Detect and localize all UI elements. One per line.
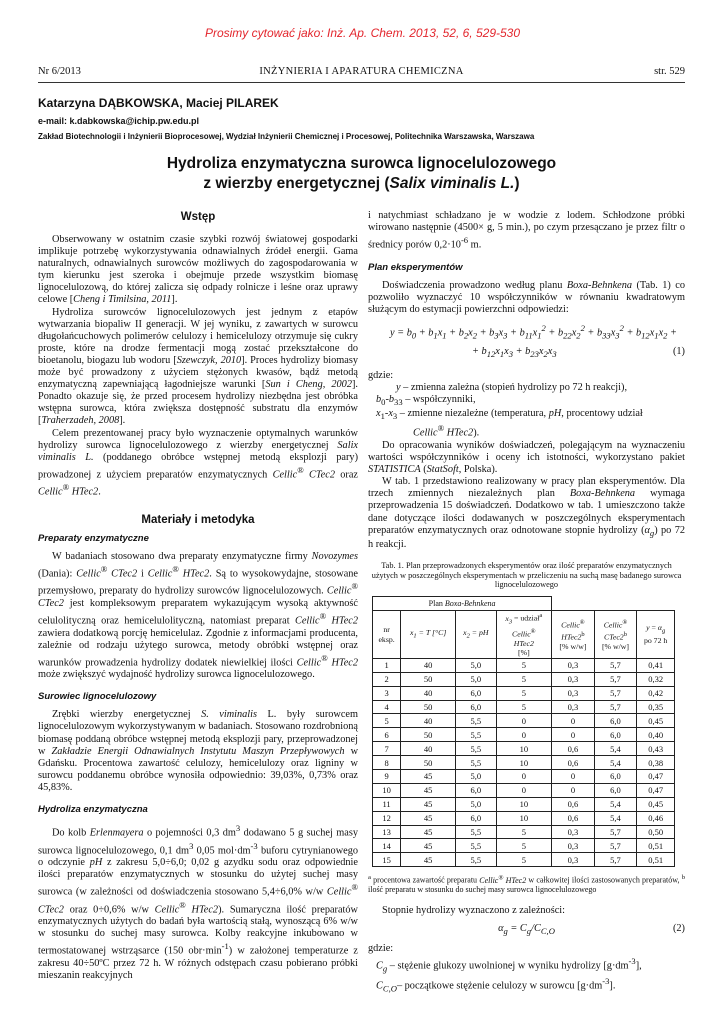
- table-cell: 0,40: [637, 728, 675, 742]
- table-cell: 0,32: [637, 672, 675, 686]
- table-row: [373, 825, 675, 839]
- where-label-2: gdzie:: [368, 943, 394, 955]
- table-cell: 5: [496, 839, 552, 853]
- issue-number: Nr 6/2013: [38, 66, 81, 77]
- table-cell: 10: [496, 756, 552, 770]
- table-cell: 5,4: [594, 756, 637, 770]
- title-line-1: Hydroliza enzymatyczna surowca lignocelulozowego: [166, 155, 557, 172]
- table-cell: 5,0: [456, 658, 496, 672]
- table-cell: 6,0: [456, 700, 496, 714]
- table-cell: 0,3: [552, 700, 595, 714]
- table-cell: 0: [552, 770, 595, 784]
- table-cell: 6,0: [594, 770, 637, 784]
- table-cell: 5: [496, 853, 552, 867]
- equation-1-line-2: + $b_{12}x_1x_3 + b_{23}x_2x_3$ (1): [472, 345, 685, 360]
- title-species: Salix viminalis L.: [389, 175, 515, 192]
- table-cell: 5,7: [594, 825, 637, 839]
- raw-material-paragraph: Zrębki wierzby energetycznej S. viminalis L. były surowcem lignocelulozowym wykorzystywanym w badaniach. Stosowano rozdrobnioną biomasę poddaną obróbce wstępnej metodą eksplozji pary, przeprowadzonej w Zakładzie Energii Odnawialnych Instytutu Maszyn Przepływowych w Gdańsku. Procentowa zawartość celulozy, hemicelulozy oraz ligniny w surowcu poddanemu obróbce wynosiła odpowiednio: 39,03%, 0,73% oraz 45,83%.: [38, 709, 359, 793]
- table-cell: 5,7: [594, 700, 637, 714]
- table-cell: 10: [373, 783, 401, 797]
- table-cell: 5,7: [594, 853, 637, 867]
- table-cell: 5,5: [456, 728, 496, 742]
- heading-hydrolysis: Hydroliza enzymatyczna: [38, 804, 148, 815]
- table-cell: 10: [496, 811, 552, 825]
- table-cell: 10: [496, 797, 552, 811]
- left-column: [38, 210, 358, 982]
- table-cell: 0,3: [552, 853, 595, 867]
- table-header-x1: $x_1 = T$ [°C]: [401, 611, 456, 659]
- table-cell: 9: [373, 770, 401, 784]
- table-header-y: $y = \alpha_g$ po 72 h: [637, 611, 675, 659]
- table-cell: 5,7: [594, 686, 637, 700]
- citation-ref: Cheng i Timilsina, 2011: [73, 294, 172, 306]
- equation-2: [368, 923, 685, 937]
- hydrolysis-paragraph: Do kolb Erlenmayera o pojemności 0,3 $dm^3$ dodawano 5 g suchej masy surowca lignocelulozowego, 0,1 $dm^3$ 0,05 $mol\cdot dm^{-3}$ buforu cytrynianowego o odczynie pH z zakresu 5,0÷6,0; 0,02 g azydku sodu oraz odpowiednie ilości preparatów enzymatycznych w stosunku do użytej suchej masy surowca (w zależności od doświadczenia stosowano 5,4÷6,0% w/w Cellic® CTec2 oraz 0÷0,6% w/w Cellic® HTec2). Sumaryczna ilość preparatów enzymatycznych użytych do badań była wartością stałą, wynoszącą 6% w/w w stosunku do suchej masy surowca. Kolby reakcyjne inkubowano w termostatowanej wstrząsarce (150 $obr\cdot\min^{-1}$) w założonej temperaturze z zakresu 40÷50ºC przez 72 h. W różnych odstępach czasu pobierano próbki mieszanin reakcyjnych: [38, 823, 359, 982]
- table-cell: 6,0: [456, 783, 496, 797]
- table-cell: 5,7: [594, 658, 637, 672]
- table-cell: 0,3: [552, 839, 595, 853]
- table-cell: 5,5: [456, 839, 496, 853]
- table-cell: 5: [496, 658, 552, 672]
- table-cell: 40: [401, 742, 456, 756]
- table-row: [373, 714, 675, 728]
- definition-y: y – zmienna zależna (stopień hydrolizy po 72 h reakcji),: [396, 382, 628, 394]
- title-line-2: [38, 174, 685, 194]
- table-cell: 0: [496, 728, 552, 742]
- analysis-paragraph: Do opracowania wyników doświadczeń, polegającym na wyznaczeniu wartości współczynników i oceny ich istotności, wykorzystano pakiet STATISTICA (StatSoft, Polska).: [368, 439, 685, 476]
- table-cell: 0,50: [637, 825, 675, 839]
- table-cell: 45: [401, 825, 456, 839]
- table-header-plan: Plan Boxa-Behnkena: [373, 597, 552, 611]
- table-cell: 12: [373, 811, 401, 825]
- intro-paragraph-1: Obserwowany w ostatnim czasie szybki rozwój światowej gospodarki implikuje potrzebę wykorzystywania odnawialnych źródeł energii. Gama naturalnych, odnawialnych surowców możliwych do zagospodarowania w tym kierunku jest szeroka i obejmuje przede wszystkim biomasę lignocelulozową, do której zalicza się odpady rolnicze i leśne oraz uprawy celowe [Cheng i Timilsina, 2011].: [38, 234, 358, 306]
- table-row: [373, 839, 675, 853]
- affiliation: Zakład Biotechnologii i Inżynierii Bioprocesowej, Wydział Inżynierii Chemicznej i Procesowej, Politechnika Warszawska, Warszawa: [38, 132, 535, 141]
- citation-ref: Sun i Cheng, 2002: [265, 379, 352, 391]
- table-cell: 0,6: [552, 797, 595, 811]
- table-cell: 0,47: [637, 783, 675, 797]
- definition-cco: $C_{C,O}-$ początkowe stężenie celulozy w surowcu $[g\cdot dm^{-3}]$.: [376, 975, 616, 994]
- table-cell: 7: [373, 742, 401, 756]
- definition-b: $b_0-b_{33}$ – współczynniki,: [376, 394, 476, 408]
- table-cell: 0,3: [552, 686, 595, 700]
- table-cell: 0,43: [637, 742, 675, 756]
- table-cell: 10: [496, 742, 552, 756]
- table-cell: 0,51: [637, 853, 675, 867]
- intro-paragraph-3: Celem prezentowanej pracy było wyznaczenie optymalnych warunków hydrolizy surowca lignocelulozowego z wierzby energetycznej Salix viminalis L. (poddanego obróbce wstępnej metodą eksplozji pary) prowadzonej z użyciem preparatów enzymatycznych Cellic® CTec2 oraz Cellic® HTec2.: [38, 427, 358, 498]
- definition-x-cont: Cellic® HTec2).: [413, 423, 480, 439]
- authors: Katarzyna DĄBKOWSKA, Maciej PILAREK: [38, 96, 279, 110]
- table-cell: 0,3: [552, 672, 595, 686]
- table-header-ctec: Cellic® CTec2$^b$ [% w/w]: [594, 611, 637, 659]
- table-cell: 5: [373, 714, 401, 728]
- plan-paragraph: Doświadczenia prowadzono według planu Boxa-Behnkena (Tab. 1) co pozwoliło wyznaczyć 10 współczynników w równaniu kwadratowym służącym do estymacji powierzchni odpowiedzi:: [368, 279, 686, 315]
- table-cell: 0,38: [637, 756, 675, 770]
- enzymes-paragraph: W badaniach stosowano dwa preparaty enzymatyczne firmy Novozymes (Dania): Cellic® CTec2 i Cellic® HTec2. Są to wysokowydajne, stosowane przemysłowo, preparaty do hydrolizy surowców lignocelulozowych. Cellic® CTec2 jest kompleksowym preparatem wykazującym wysoką aktywność celulolityczną oraz hemicelulolityczną, natomiast preparat Cellic® HTec2 zawiera dodatkową porcję hemicelulaz. Zgodnie z informacjami producenta, zależnie od rodzaju użytego surowca, metody obróbki wstępnej oraz warunków prowadzenia hydrolizy dodatek niewielkiej ilości Cellic® HTec2 może zwiększyć wydajność hydrolizy surowca lignocelulozowego.: [38, 550, 358, 681]
- equation-2-body: $\alpha_g = C_g/C_{C,O}$: [498, 923, 555, 937]
- table-cell: 0,6: [552, 756, 595, 770]
- definition-cg: $C_g$ – stężenie glukozy uwolnionej w wyniku hydrolizy $[g\cdot dm^{-3}]$,: [376, 956, 642, 974]
- table-cell: 40: [401, 714, 456, 728]
- table-cell: 6,0: [594, 783, 637, 797]
- table-row: [373, 742, 675, 756]
- table-cell: 0,41: [637, 658, 675, 672]
- table-cell: 0,3: [552, 658, 595, 672]
- citation-ref: Traherzadeh, 2008: [41, 415, 120, 427]
- title-line-2-pre: z wierzby energetycznej (: [203, 175, 390, 192]
- journal-name: INŻYNIERIA I APARATURA CHEMICZNA: [259, 66, 464, 77]
- table-row: [373, 770, 675, 784]
- table-cell: 15: [373, 853, 401, 867]
- table-cell: 40: [401, 658, 456, 672]
- heading-enzymes: Preparaty enzymatyczne: [38, 532, 149, 544]
- table-row: [373, 797, 675, 811]
- table-cell: 5,0: [456, 672, 496, 686]
- title-line-2-post: ): [514, 175, 520, 192]
- running-head: [38, 66, 685, 82]
- table-cell: 45: [401, 797, 456, 811]
- heading-raw-material: Surowiec lignocelulozowy: [38, 691, 157, 703]
- table-cell: 11: [373, 797, 401, 811]
- table-cell: 5: [496, 825, 552, 839]
- table-cell: 45: [401, 770, 456, 784]
- equation-1-number: (1): [672, 345, 685, 357]
- table-cell: 50: [401, 700, 456, 714]
- table-cell: 6,0: [594, 714, 637, 728]
- table-cell: 3: [373, 686, 401, 700]
- table-cell: 5,4: [594, 742, 637, 756]
- table-cell: 5,5: [456, 825, 496, 839]
- intro-paragraph-2: Hydroliza surowców lignocelulozowych jest jednym z etapów wytwarzania biopaliw II generacji. W jej wyniku, z zawartych w surowcu długołańcuchowych polimerów celulozy i hemicelulozy otrzymuje się cukry proste, które na drodze fermentacji mogą zostać przekształcone do bioetanolu, biogazu lub wodoru [Szewczyk, 2010]. Proces hydrolizy biomasy może być prowadzony z użyciem stężonych kwasów, bądź metodą enzymatyczną zapewniającą łagodniejsze warunki [Sun i Cheng, 2002]. Ponadto okazuje się, że przed procesem hydrolizy niezbędna jest obróbka wstępna surowca, która zwiększa dostępność substratu dla enzymów [Traherzadeh, 2008].: [38, 306, 358, 427]
- table-cell: 6,0: [594, 728, 637, 742]
- table-cell: 45: [401, 783, 456, 797]
- where-label: gdzie:: [368, 369, 394, 381]
- author-email[interactable]: e-mail: k.dabkowska@ichip.pw.edu.pl: [38, 116, 199, 126]
- right-column: [368, 210, 685, 994]
- equation-2-number: (2): [672, 923, 685, 935]
- table-header-htec: Cellic® HTec2$^b$ [% w/w]: [552, 611, 595, 659]
- table-cell: 0,6: [552, 742, 595, 756]
- table-cell: 0: [552, 728, 595, 742]
- citation-ref: Szewczyk, 2010: [176, 354, 242, 366]
- table-header-blank: [552, 597, 675, 611]
- equation-1-line-1: $y = b_0 + b_1x_1 + b_2x_2 + b_3x_3 + b_{11}x_1^2 + b_{22}x_2^2 + b_{33}x_3^2 + b_{12}x_1x_2$ +: [390, 322, 677, 341]
- table-cell: 5,5: [456, 742, 496, 756]
- table-cell: 5,7: [594, 672, 637, 686]
- experiment-table: [372, 596, 675, 867]
- table-header-x2: $x_2$ = pH: [456, 611, 496, 659]
- table-cell: 5,0: [456, 797, 496, 811]
- table-row: [373, 728, 675, 742]
- continued-paragraph: i natychmiast schładzano je w wodzie z lodem. Schłodzone próbki wirowano następnie (4500× g, 5 min.), po czym przesączano je przez filtr o średnicy porów $0,2\cdot 10^{-6}$ m.: [368, 210, 685, 251]
- table-row: [373, 686, 675, 700]
- table-cell: 50: [401, 672, 456, 686]
- table-cell: 13: [373, 825, 401, 839]
- definition-x: $x_1-x_3$ – zmienne niezależne (temperatura, pH, procentowy udział: [376, 408, 643, 422]
- table-cell: 40: [401, 686, 456, 700]
- heading-methods: Materiały i metodyka: [141, 513, 255, 526]
- paper-title: [38, 154, 685, 194]
- table-cell: 5,7: [594, 839, 637, 853]
- table-cell: 0,45: [637, 797, 675, 811]
- table-cell: 5: [496, 672, 552, 686]
- table-cell: 0,6: [552, 811, 595, 825]
- table-cell: 5: [496, 686, 552, 700]
- table-cell: 0: [552, 783, 595, 797]
- heading-intro: Wstęp: [180, 211, 216, 223]
- table-header-nr: nr eksp.: [373, 611, 401, 659]
- table-cell: 4: [373, 700, 401, 714]
- header-rule: [38, 82, 685, 83]
- table-cell: 0: [496, 714, 552, 728]
- table-cell: 5: [496, 700, 552, 714]
- table-cell: 5,5: [456, 756, 496, 770]
- table-header-x3: $x_3$ = udział$^a$ Cellic® HTec2 [%]: [496, 611, 552, 659]
- table-intro-paragraph: W tab. 1 przedstawiono realizowany w pracy plan eksperymentów. Dla trzech zmiennych niezależnych plan Boxa-Behnkena wymaga przeprowadzenia 15 doświadczeń. Dodatkowo w tab. 1 umieszczono także dane dotyczące ilości dodawanych w poszczególnych eksperymentach preparatów enzymatycznych oraz odnotowane stopnie hydrolizy $(\alpha_g)$ po 72 h reakcji.: [368, 476, 685, 550]
- table-cell: 5,5: [456, 853, 496, 867]
- table-cell: 0,35: [637, 700, 675, 714]
- table-cell: 6,0: [456, 686, 496, 700]
- table-cell: 0,42: [637, 686, 675, 700]
- table-footnote: $^a$ procentowa zawartość preparatu Cellic® HTec2 w całkowitej ilości zastosowanych preparatów, $^b$ ilość preparatu w stosunku do suchej masy surowca lignocelulozowego: [368, 874, 686, 895]
- table-cell: 6: [373, 728, 401, 742]
- table-cell: 0,51: [637, 839, 675, 853]
- table-cell: 5,0: [456, 770, 496, 784]
- table-cell: 0: [496, 770, 552, 784]
- table-cell: 0,3: [552, 825, 595, 839]
- table-cell: 1: [373, 658, 401, 672]
- table-row: [373, 756, 675, 770]
- table-cell: 0,46: [637, 811, 675, 825]
- table-cell: 5,4: [594, 797, 637, 811]
- heading-plan: Plan eksperymentów: [368, 261, 463, 273]
- table-cell: 5,4: [594, 811, 637, 825]
- table-row: [373, 672, 675, 686]
- table-cell: 0,47: [637, 770, 675, 784]
- table-cell: 0,45: [637, 714, 675, 728]
- table-row: [373, 658, 675, 672]
- degree-paragraph: Stopnie hydrolizy wyznaczono z zależności:: [382, 905, 565, 917]
- table-row: [373, 811, 675, 825]
- table-cell: 6,0: [456, 811, 496, 825]
- table-cell: 0: [552, 714, 595, 728]
- table-cell: 8: [373, 756, 401, 770]
- table-cell: 45: [401, 839, 456, 853]
- table-cell: 45: [401, 811, 456, 825]
- table-cell: 50: [401, 756, 456, 770]
- table-cell: 45: [401, 853, 456, 867]
- table-row: [373, 700, 675, 714]
- table-cell: 50: [401, 728, 456, 742]
- table-cell: 14: [373, 839, 401, 853]
- table-cell: 2: [373, 672, 401, 686]
- page-number: str. 529: [654, 66, 685, 77]
- citation-banner: Prosimy cytować jako: Inż. Ap. Chem. 2013, 52, 6, 529-530: [204, 26, 521, 40]
- table-row: [373, 853, 675, 867]
- table-caption: Tab. 1. Plan przeprowadzonych eksperymentów oraz ilość preparatów enzymatycznych użytych w poszczególnych eksperymentach w przeliczeniu na suchą masę badanego surowca lignocelulozowego: [371, 560, 682, 590]
- table-cell: 0: [496, 783, 552, 797]
- table-cell: 5,5: [456, 714, 496, 728]
- table-row: [373, 783, 675, 797]
